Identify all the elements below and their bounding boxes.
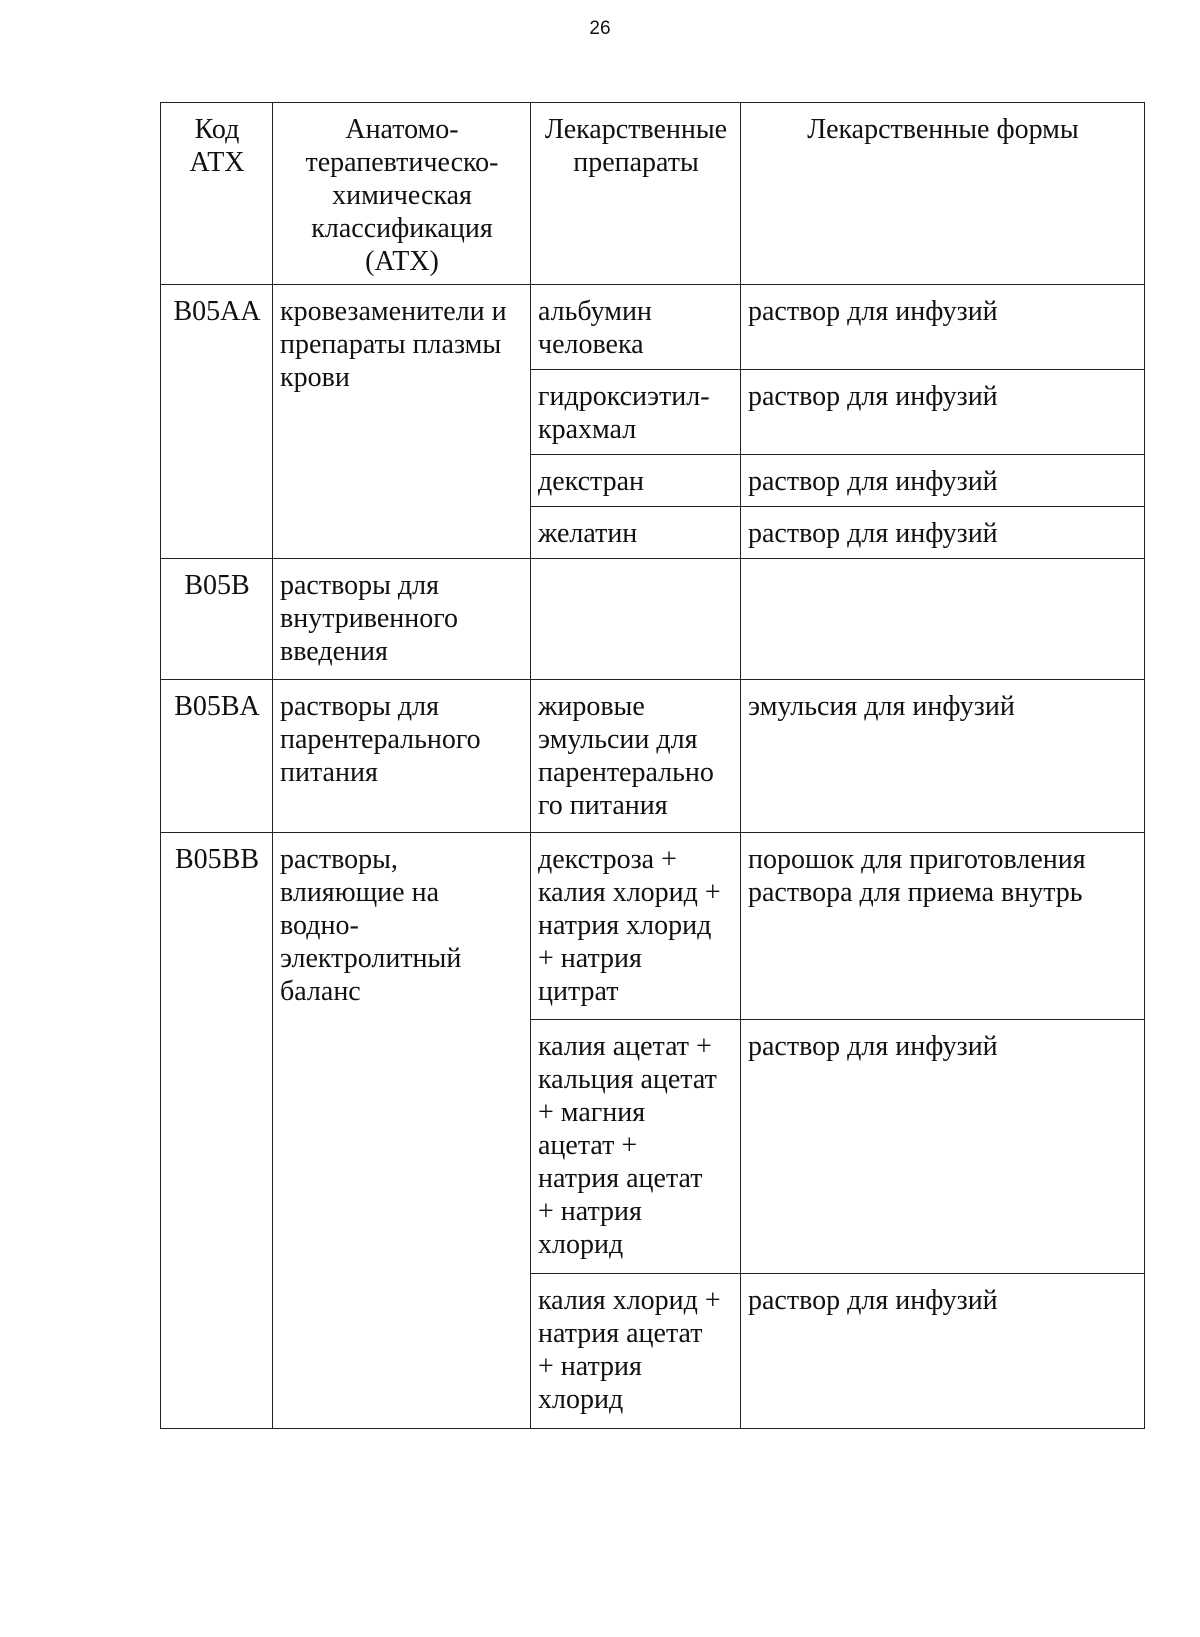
table-row	[161, 285, 1145, 370]
drug-cell: жировые эмульсии для парентерально го питания	[531, 680, 741, 833]
table-header-row	[161, 103, 1145, 285]
atc-table	[160, 102, 1145, 1429]
atc-code-cell: B05BA	[161, 680, 273, 833]
drug-cell	[531, 559, 741, 680]
form-cell: раствор для инфузий	[741, 285, 1145, 370]
header-dosage-forms: Лекарственные формы	[741, 103, 1145, 285]
form-cell: эмульсия для инфузий	[741, 680, 1145, 833]
form-cell	[741, 559, 1145, 680]
form-cell: раствор для инфузий	[741, 370, 1145, 455]
form-cell: порошок для приготовления раствора для приема внутрь	[741, 833, 1145, 1020]
header-atc-classification: Анатомо- терапевтическо- химическая классификация (АТХ)	[273, 103, 531, 285]
form-cell: раствор для инфузий	[741, 1020, 1145, 1274]
atc-name-cell: растворы для парентерального питания	[273, 680, 531, 833]
drug-cell: декстран	[531, 455, 741, 507]
atc-code-cell: B05AA	[161, 285, 273, 559]
form-cell: раствор для инфузий	[741, 1274, 1145, 1429]
page-number: 26	[589, 18, 611, 39]
drug-cell: гидроксиэтил- крахмал	[531, 370, 741, 455]
drug-cell: калия ацетат + кальция ацетат + магния ацетат + натрия ацетат + натрия хлорид	[531, 1020, 741, 1274]
table-row	[161, 680, 1145, 833]
header-drugs: Лекарственные препараты	[531, 103, 741, 285]
form-cell: раствор для инфузий	[741, 507, 1145, 559]
drug-cell: альбумин человека	[531, 285, 741, 370]
table-row	[161, 559, 1145, 680]
atc-name-cell: растворы, влияющие на водно- электролитный баланс	[273, 833, 531, 1429]
drug-cell: желатин	[531, 507, 741, 559]
atc-code-cell: B05B	[161, 559, 273, 680]
table-row	[161, 833, 1145, 1020]
drug-cell: калия хлорид + натрия ацетат + натрия хлорид	[531, 1274, 741, 1429]
atc-code-cell: B05BB	[161, 833, 273, 1429]
form-cell: раствор для инфузий	[741, 455, 1145, 507]
drug-cell: декстроза + калия хлорид + натрия хлорид + натрия цитрат	[531, 833, 741, 1020]
atc-name-cell: кровезаменители и препараты плазмы крови	[273, 285, 531, 559]
atc-name-cell: растворы для внутривенного введения	[273, 559, 531, 680]
header-atc-code: Код АТХ	[161, 103, 273, 285]
